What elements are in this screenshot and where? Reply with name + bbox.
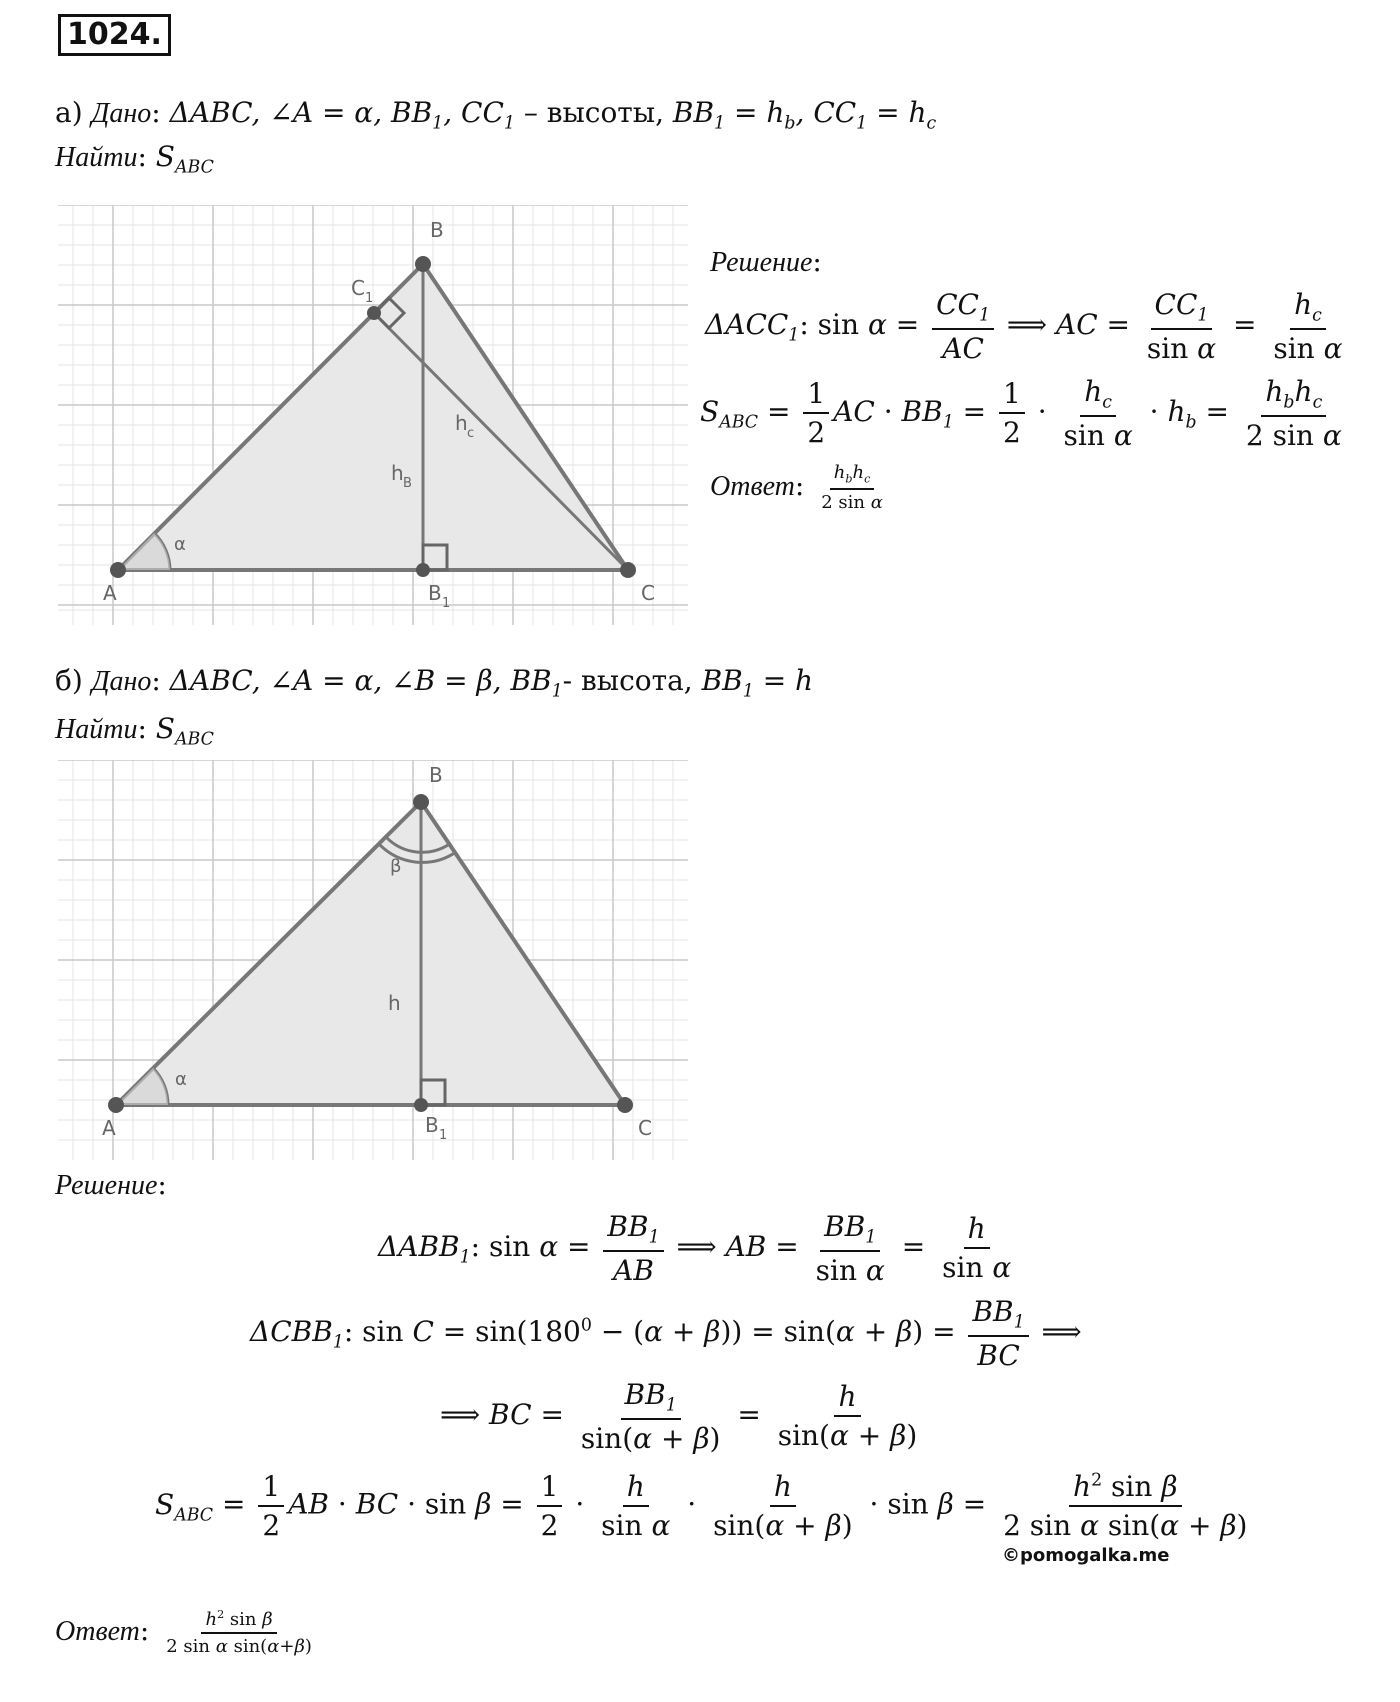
label-alpha-b: α [175,1069,187,1090]
label-a: A [103,581,117,605]
part-b-answer: Ответ: $\frac{h^2 \sin \beta}{\text{2 sin α sin(α+β)}}$ [55,1608,312,1657]
part-b-formula-3: ⟹ BC = $\frac{BB_1}{\sin(\alpha + \beta)}$ = $\frac{h}{\sin(\alpha + \beta)}$ [440,1378,918,1455]
part-b-label: б) [55,664,83,697]
label-b1-b: B [425,1113,439,1137]
part-a-solution-word: Решение [710,247,813,278]
label-hc: h [455,411,468,435]
label-hb-sub: B [403,476,412,491]
part-a-solution-heading: Решение: [710,245,822,278]
part-b-formula-1: $\Delta ABB_1$: sin α = $\frac{BB_1}{AB}$ ⟹ AB = $\frac{BB_1}{\text{sin α}}$ = $\frac{h}{\text{sin α}}$ [378,1210,1012,1287]
point-c-b [617,1097,633,1113]
triangle-abc-b [116,802,625,1105]
label-alpha: α [174,534,186,555]
label-h-b: h [388,991,401,1015]
label-c-b: C [638,1116,652,1140]
label-b1: B [428,581,442,605]
point-b [415,256,431,272]
part-b-formula-2: $\Delta CBB_1$: $\sin C = \sin(180^0 - (\alpha + \beta)) = \sin(\alpha + \beta)$ = $\frac{BB_1}{BC}$ ⟹ [250,1295,1082,1372]
point-a-b [108,1097,124,1113]
part-a-answer: Ответ: $\frac{h_bh_c}{\text{2 sin α}}$ [710,462,883,513]
label-beta-b: β [390,856,402,877]
part-b-given-line: б) Дано: ΔABC, ∠A = α, ∠B = β, $BB_1-$ высота, $BB_1 = h$ [55,664,814,702]
point-b1 [416,563,430,577]
part-b-answer-word: Ответ [55,1616,140,1647]
point-a [110,562,126,578]
part-a-given-line: а) Дано: ΔABC, ∠A = α, $BB_1$, $CC_1$ – высоты, $BB_1 = h_b$, $CC_1 = h_c$ [55,96,937,134]
part-b-solution-word: Решение [55,1170,158,1201]
part-a-formula-1: $\Delta ACC_1$: sin α = $\frac{CC_1}{AC}$ ⟹ AC = $\frac{CC_1}{\text{sin α}}$ = $\frac{h_c}{\text{sin α}}$ [705,288,1343,365]
point-b-b [413,794,429,810]
problem-number: 1024. [58,14,171,56]
label-b1-sub: 1 [442,596,451,611]
part-b-find-word: Найти [55,714,138,745]
label-c: C [641,581,655,605]
point-c [620,562,636,578]
part-b-diagram [58,760,688,1160]
label-b1-sub-b: 1 [439,1128,448,1143]
label-hb: h [391,461,404,485]
part-a-label: а) [55,96,83,129]
point-b1-b [414,1098,428,1112]
point-c1 [367,306,381,320]
label-a-b: A [102,1116,116,1140]
label-c1-sub: 1 [365,291,374,306]
part-b-formula-4: $S_{ABC}$ = $\frac{1}{2}$ AB · BC · sin β = $\frac{1}{2}$ · $\frac{h}{\text{sin α}}$ · $\frac{h}{\sin(\alpha + \beta)}$ · sin β = $\frac{h^2 \sin \beta}{\text{2 sin α sin(α + β)}}$ [155,1470,1248,1542]
part-a-formula-2: $S_{ABC}$ = $\frac{1}{2}$ AC · $BB_1$ = $\frac{1}{2}$ · $\frac{h_c}{\text{sin α}}$ · $h_b$ = $\frac{h_bh_c}{\text{2 sin α}}$ [700,375,1342,452]
part-a-diagram [58,205,688,625]
part-a-answer-word: Ответ [710,470,795,502]
part-b-find-line: Найти: $S_{ABC}$ [55,712,214,750]
part-a-find-line: Найти: $S_{ABC}$ [55,140,214,178]
label-b: B [430,218,444,242]
part-b-solution-heading: Решение: [55,1168,167,1201]
part-a-given-word: Дано [91,98,152,129]
label-b-b: B [429,763,443,787]
label-hc-sub: c [467,426,475,441]
part-a-find-word: Найти [55,142,138,173]
watermark: ©pomogalka.me [1002,1545,1170,1566]
label-c1: C [351,276,365,300]
part-b-given-word: Дано [91,666,152,697]
